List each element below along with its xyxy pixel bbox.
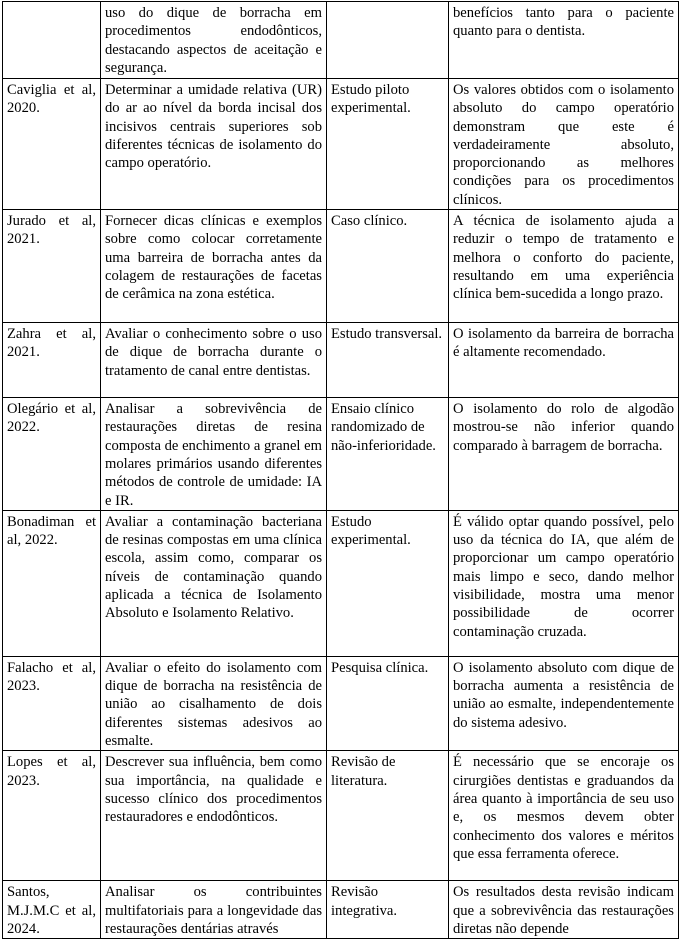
author-cell: Olegário et al, 2022. [3, 398, 101, 511]
author-cell: Caviglia et al, 2020. [3, 79, 101, 210]
table-row [3, 398, 679, 511]
study-type-cell: Caso clínico. [327, 210, 449, 323]
literature-review-table [2, 1, 679, 939]
table-row [3, 881, 679, 939]
table-row [3, 323, 679, 398]
result-cell: O isolamento do rolo de algodão mostrou-se não inferior quando comparado à barragem de borracha. [449, 398, 679, 511]
objective-cell: uso do dique de borracha em procedimentos endodônticos, destacando aspectos de aceitação e segurança. [101, 2, 327, 79]
table-row [3, 656, 679, 750]
study-type-cell: Estudo piloto experimental. [327, 79, 449, 210]
table-row [3, 2, 679, 79]
author-cell: Lopes et al, 2023. [3, 751, 101, 881]
table-row [3, 510, 679, 656]
table-row [3, 210, 679, 323]
author-cell: Falacho et al, 2023. [3, 656, 101, 750]
study-type-cell: Revisão de literatura. [327, 751, 449, 881]
study-type-cell: Estudo experimental. [327, 510, 449, 656]
study-type-cell: Pesquisa clínica. [327, 656, 449, 750]
author-cell [3, 2, 101, 79]
objective-cell: Descrever sua influência, bem como sua importância, na qualidade e sucesso clínico dos procedimentos restauradores e endodônticos. [101, 751, 327, 881]
objective-cell: Determinar a umidade relativa (UR) do ar ao nível da borda incisal dos incisivos centrais superiores sob diferentes técnicas de isolamento do campo operatório. [101, 79, 327, 210]
author-cell: Zahra et al, 2021. [3, 323, 101, 398]
author-cell: Bonadiman et al, 2022. [3, 510, 101, 656]
result-cell: benefícios tanto para o paciente quanto para o dentista. [449, 2, 679, 79]
table-row [3, 751, 679, 881]
objective-cell: Analisar a sobrevivência de restaurações diretas de resina composta de enchimento a granel em molares primários usando diferentes métodos de controle de umidade: IA e IR. [101, 398, 327, 511]
result-cell: Os resultados desta revisão indicam que a sobrevivência das restaurações diretas não depende [449, 881, 679, 939]
study-type-cell: Estudo transversal. [327, 323, 449, 398]
objective-cell: Fornecer dicas clínicas e exemplos sobre como colocar corretamente uma barreira de borracha antes da colagem de restaurações de facetas de cerâmica na zona estética. [101, 210, 327, 323]
study-type-cell [327, 2, 449, 79]
result-cell: Os valores obtidos com o isolamento absoluto do campo operatório demonstram que este é verdadeiramente absoluto, proporcionando as melhores condições para os procedimentos clínicos. [449, 79, 679, 210]
study-type-cell: Revisão integrativa. [327, 881, 449, 939]
study-type-cell: Ensaio clínico randomizado de não-inferioridade. [327, 398, 449, 511]
objective-cell: Avaliar o efeito do isolamento com dique de borracha na resistência de união ao cisalhamento de dois diferentes sistemas adesivos ao esmalte. [101, 656, 327, 750]
author-cell: Santos, M.J.M.C et al, 2024. [3, 881, 101, 939]
objective-cell: Avaliar o conhecimento sobre o uso de dique de borracha durante o tratamento de canal entre dentistas. [101, 323, 327, 398]
result-cell: A técnica de isolamento ajuda a reduzir o tempo de tratamento e melhora o conforto do paciente, resultando em uma experiência clínica bem-sucedida a longo prazo. [449, 210, 679, 323]
result-cell: O isolamento absoluto com dique de borracha aumenta a resistência de união ao esmalte, independentemente do sistema adesivo. [449, 656, 679, 750]
result-cell: O isolamento da barreira de borracha é altamente recomendado. [449, 323, 679, 398]
author-cell: Jurado et al, 2021. [3, 210, 101, 323]
objective-cell: Analisar os contribuintes multifatoriais para a longevidade das restaurações dentárias através [101, 881, 327, 939]
table-row [3, 79, 679, 210]
result-cell: É necessário que se encoraje os cirurgiões dentistas e graduandos da área quanto à importância de seu uso e, os mesmos devem obter conhecimento dos valores e méritos que essa ferramenta oferece. [449, 751, 679, 881]
objective-cell: Avaliar a contaminação bacteriana de resinas compostas em uma clínica escola, assim como, comparar os níveis de contaminação quando aplicada a técnica de Isolamento Absoluto e Isolamento Relativo. [101, 510, 327, 656]
result-cell: É válido optar quando possível, pelo uso da técnica do IA, que além de proporcionar um campo operatório mais limpo e seco, dando melhor visibilidade, mostra uma menor possibilidade de ocorrer contaminação cruzada. [449, 510, 679, 656]
